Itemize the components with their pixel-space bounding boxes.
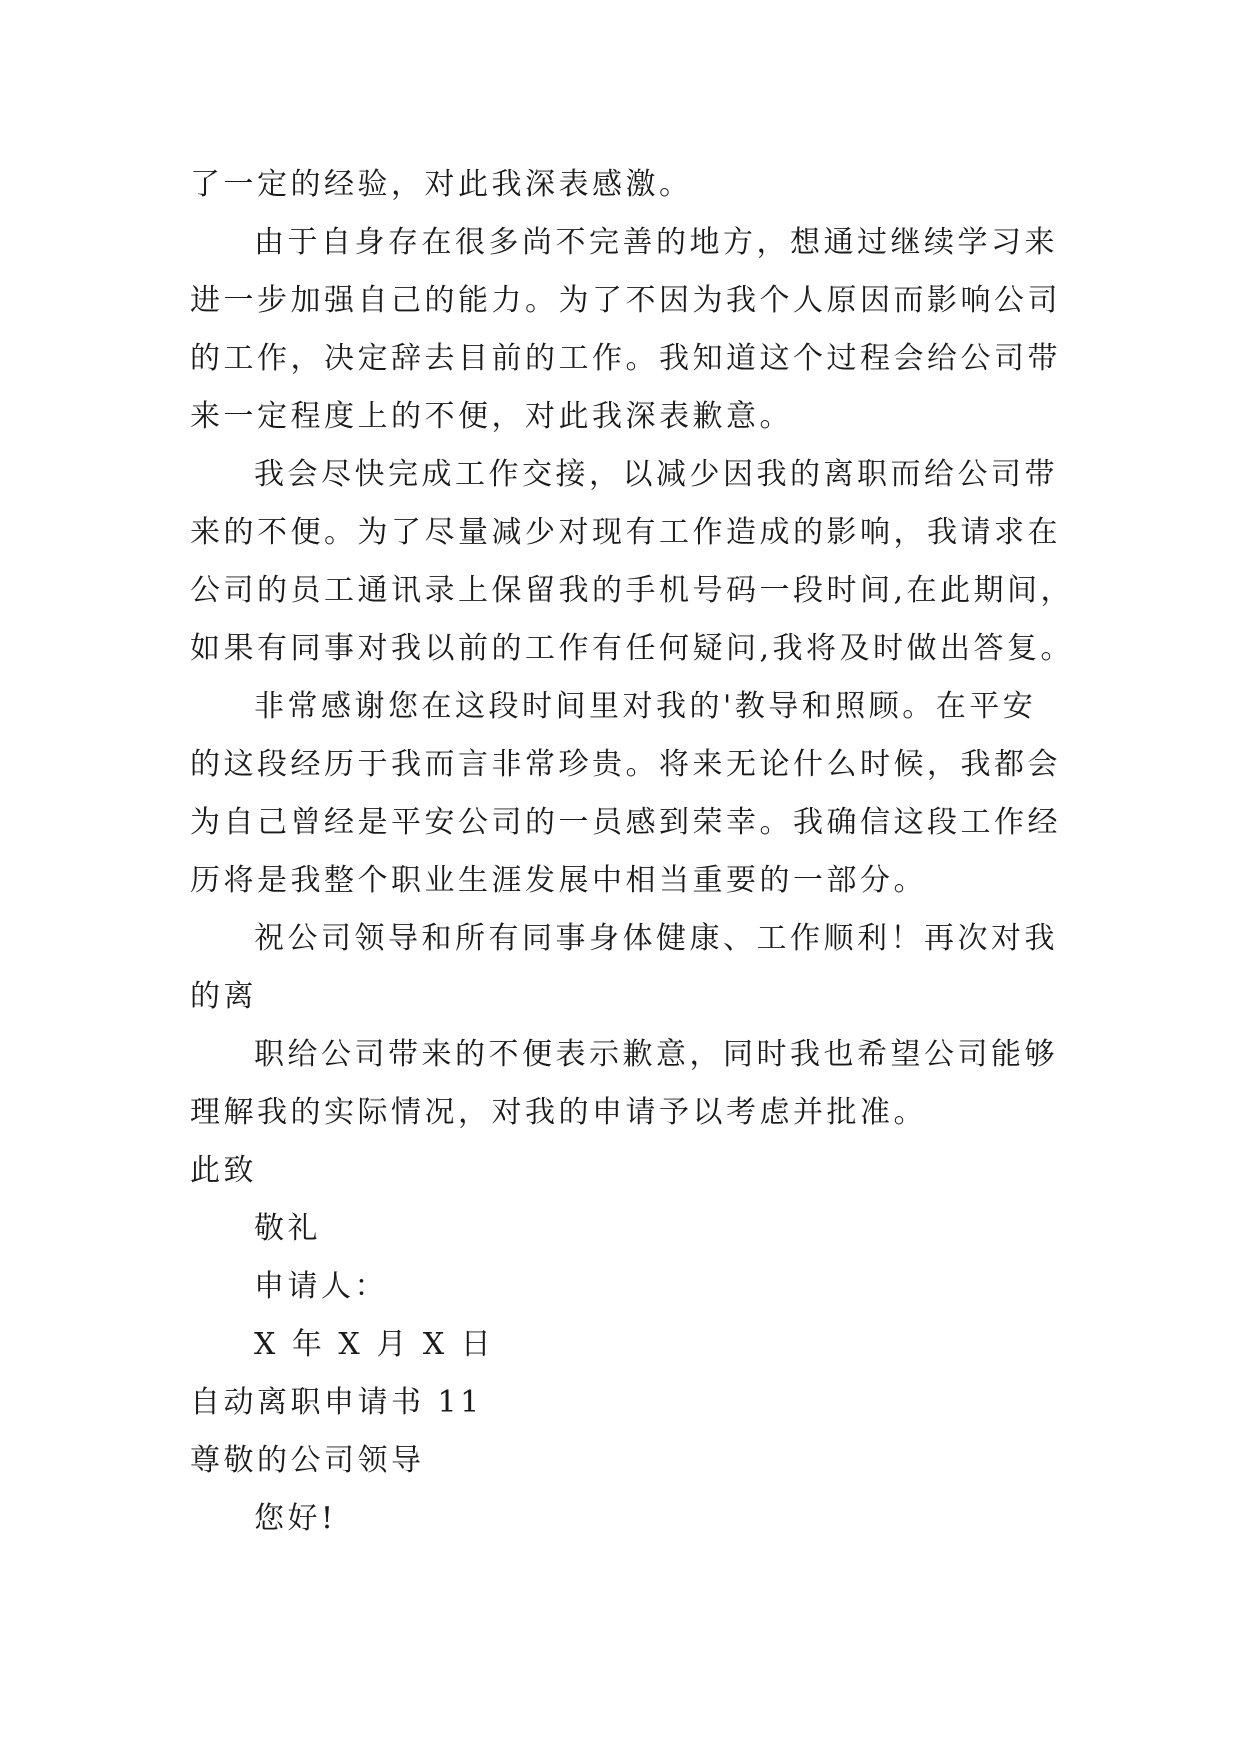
paragraph-start-line: 由于自身存在很多尚不完善的地方，想通过继续学习来 bbox=[254, 225, 1058, 260]
text-line: 来的不便。为了尽量减少对现有工作造成的影响，我请求在 bbox=[190, 515, 1061, 550]
applicant-label: 申请人： bbox=[254, 1269, 388, 1304]
text-line: 历将是我整个职业生涯发展中相当重要的一部分。 bbox=[190, 863, 927, 898]
document-title: 自动离职申请书 11 bbox=[190, 1385, 483, 1420]
text-line: 进一步加强自己的能力。为了不因为我个人原因而影响公司 bbox=[190, 283, 1061, 318]
closing-regards: 敬礼 bbox=[254, 1211, 321, 1246]
text-line: 如果有同事对我以前的工作有任何疑问,我将及时做出答复。 bbox=[190, 631, 1075, 666]
greeting: 您好! bbox=[254, 1501, 337, 1536]
text-line: 了一定的经验，对此我深表感激。 bbox=[190, 167, 693, 202]
paragraph-start-line: 职给公司带来的不便表示歉意，同时我也希望公司能够 bbox=[254, 1037, 1058, 1072]
text-line: 为自己曾经是平安公司的一员感到荣幸。我确信这段工作经 bbox=[190, 805, 1061, 840]
text-line: 的工作，决定辞去目前的工作。我知道这个过程会给公司带 bbox=[190, 341, 1061, 376]
text-line: 的离 bbox=[190, 979, 257, 1014]
greeting-recipient: 尊敬的公司领导 bbox=[190, 1443, 425, 1478]
date-line: X 年 X 月 X 日 bbox=[254, 1327, 495, 1362]
paragraph-start-line: 非常感谢您在这段时间里对我的'教导和照顾。在平安 bbox=[254, 689, 1037, 724]
document-page bbox=[190, 156, 1075, 1548]
text-line: 的这段经历于我而言非常珍贵。将来无论什么时候，我都会 bbox=[190, 747, 1061, 782]
paragraph-start-line: 我会尽快完成工作交接，以减少因我的离职而给公司带 bbox=[254, 457, 1058, 492]
text-line: 公司的员工通讯录上保留我的手机号码一段时间,在此期间， bbox=[190, 573, 1075, 608]
paragraph-start-line: 祝公司领导和所有同事身体健康、工作顺利！再次对我 bbox=[254, 921, 1058, 956]
text-line: 来一定程度上的不便，对此我深表歉意。 bbox=[190, 399, 793, 434]
closing-salutation: 此致 bbox=[190, 1153, 257, 1188]
text-line: 理解我的实际情况，对我的申请予以考虑并批准。 bbox=[190, 1095, 927, 1130]
